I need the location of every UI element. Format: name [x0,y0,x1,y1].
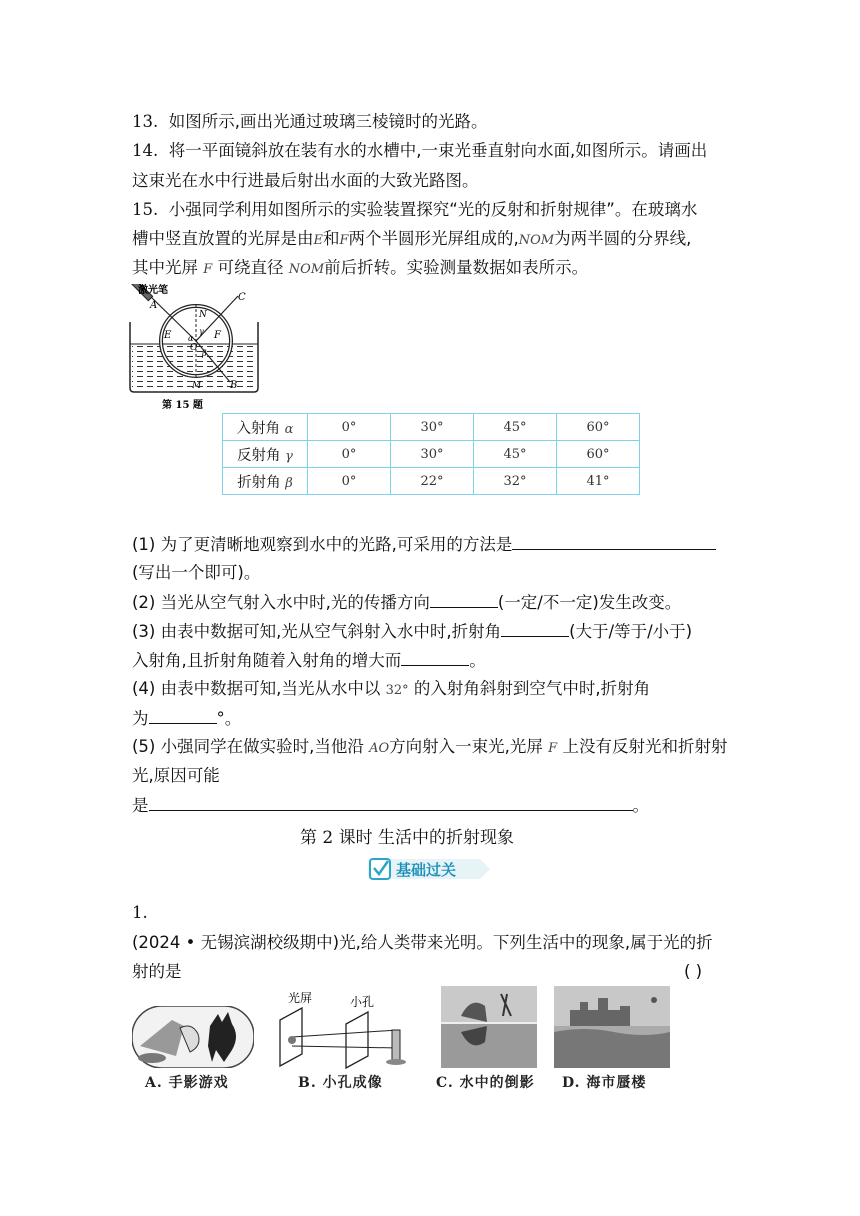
figure-15-apparatus [126,284,266,412]
sub-question-1 [132,533,716,556]
question-1-number: 1. [132,903,148,922]
text: 入射角,且折射角随着入射角的增大而 [132,651,402,670]
table-cell: 30° [391,414,474,441]
text: 上没有反射光和折射射 [562,737,728,756]
table-cell: 41° [557,468,640,495]
question-15-line-2 [132,228,691,252]
text: 槽中竖直放置的光屏是由 [132,229,314,248]
text: 为两半圆的分界线, [554,229,692,248]
text: 前后折转。实验测量数据如表所示。 [324,258,589,277]
text: 其中光屏 [132,258,198,277]
var-f: F [203,262,213,277]
sub-question-5 [132,736,727,760]
var-nom: NOM [518,233,555,248]
question-text: 小强同学利用如图所示的实验装置探究“光的反射和折射规律”。在玻璃水 [168,200,698,219]
sub-question-5-line-3 [132,794,649,817]
badge-label: 基础过关 [396,861,457,879]
point-a: A [150,300,158,311]
var-e: E [313,233,323,248]
answer-blank[interactable] [512,533,716,550]
text: 。 [632,796,649,815]
point-e: E [164,330,172,341]
table-row [223,441,640,468]
text: (大于/等于/小于) [569,622,693,641]
question-text: 如图所示,画出光通过玻璃三棱镜时的光路。 [168,112,488,131]
point-c: C [238,292,246,303]
row-header [223,468,308,495]
text: (5) 小强同学在做实验时,当他沿 [132,737,364,756]
question-14 [132,140,707,162]
row-label: 入射角 [236,420,281,437]
row-symbol: α [284,421,294,437]
sub-question-3-line-2 [132,649,486,672]
table-cell: 0° [308,441,391,468]
option-d-caption: D. 海市蜃楼 [562,1075,647,1091]
option-c-caption: C. 水中的倒影 [436,1075,535,1091]
text: (一定/不一定)发生改变。 [497,593,682,612]
table-cell: 22° [391,468,474,495]
text: (2) 当光从空气射入水中时,光的传播方向 [132,593,430,612]
answer-blank[interactable] [501,620,569,637]
answer-blank[interactable] [149,794,633,811]
row-label: 折射角 [237,474,281,491]
answer-paren[interactable]: ( ) [684,962,703,981]
pinhole-label: 小孔 [350,995,375,1009]
sub-question-5-line-2: 光,原因可能 [132,766,220,785]
question-14-line-2: 这束光在水中行进最后射出水面的大致光路图。 [132,171,479,190]
question-13 [132,111,488,133]
point-f: F [214,330,221,341]
question-15 [132,199,697,221]
laser-pen-label: 激光笔 [138,285,168,296]
sub-question-3 [132,620,692,643]
row-header [223,414,308,441]
text: 方向射入一束光,光屏 [389,737,543,756]
row-header [223,441,308,468]
table-cell: 32° [474,468,557,495]
question-number: 14. [132,141,159,160]
screen-label: 光屏 [288,991,313,1005]
symbol-beta: β [202,349,207,358]
text: (4) 由表中数据可知,当光从水中以 [132,679,381,698]
table-cell: 45° [474,441,557,468]
point-n: N [199,310,207,320]
question-1-text: (2024 • 无锡滨湖校级期中)光,给人类带来光明。下列生活中的现象,属于光的折 [132,933,713,952]
text: °。 [216,709,242,728]
text: 两个半圆形光屏组成的, [348,229,519,248]
row-symbol: γ [285,448,293,464]
table-row [223,414,640,441]
question-15-line-3 [132,257,588,281]
question-number: 15. [132,200,159,219]
point-o: O [190,343,198,353]
option-a-caption: A. 手影游戏 [145,1075,229,1091]
table-cell: 60° [557,441,640,468]
option-d-image[interactable] [554,986,670,1068]
sub-question-2 [132,591,681,614]
angle-data-table [222,413,640,495]
section-title: 第 2 课时 生活中的折射现象 [300,828,515,848]
table-cell: 45° [474,414,557,441]
var-nom: NOM [288,262,325,277]
option-a-image[interactable] [132,1006,254,1068]
symbol-alpha: α [188,334,194,343]
text: 。 [469,651,486,670]
text: 的入射角斜射到空气中时,折射角 [413,679,651,698]
sub-question-4 [132,678,650,702]
var-ao: AO [369,741,390,756]
point-b: B [230,380,238,391]
row-label: 反射角 [237,447,281,464]
option-b-image[interactable] [272,990,418,1070]
figure-caption: 第 15 题 [162,400,203,411]
text: 和 [323,229,340,248]
answer-blank[interactable] [430,591,498,608]
sub-question-4-line-2 [132,707,241,730]
var-f: F [548,741,558,756]
point-m: M [192,381,202,391]
row-symbol: β [285,475,293,491]
text: 是 [132,796,149,815]
option-b-caption: B. 小孔成像 [298,1075,383,1091]
sub-question-1-line-2: (写出一个即可)。 [132,563,261,582]
table-row [223,468,640,495]
text: (1) 为了更清晰地观察到水中的光路,可采用的方法是 [132,535,513,554]
question-text: 将一平面镜斜放在装有水的水槽中,一束光垂直射向水面,如图所示。请画出 [168,141,708,160]
table-cell: 30° [391,441,474,468]
text: (3) 由表中数据可知,光从空气斜射入水中时,折射角 [132,622,502,641]
option-c-image[interactable] [441,986,537,1068]
question-number: 13. [132,112,159,131]
question-1-text-2: 射的是 [132,962,182,981]
answer-blank[interactable] [149,707,217,724]
basic-level-badge [368,856,490,882]
text: 可绕直径 [217,258,284,277]
table-cell: 60° [557,414,640,441]
text: 为 [132,709,149,728]
var-f: F [339,233,349,248]
table-cell: 0° [308,414,391,441]
symbol-gamma: γ [199,327,204,336]
angle-value: 32° [385,683,409,698]
answer-blank[interactable] [401,649,469,666]
table-cell: 0° [308,468,391,495]
